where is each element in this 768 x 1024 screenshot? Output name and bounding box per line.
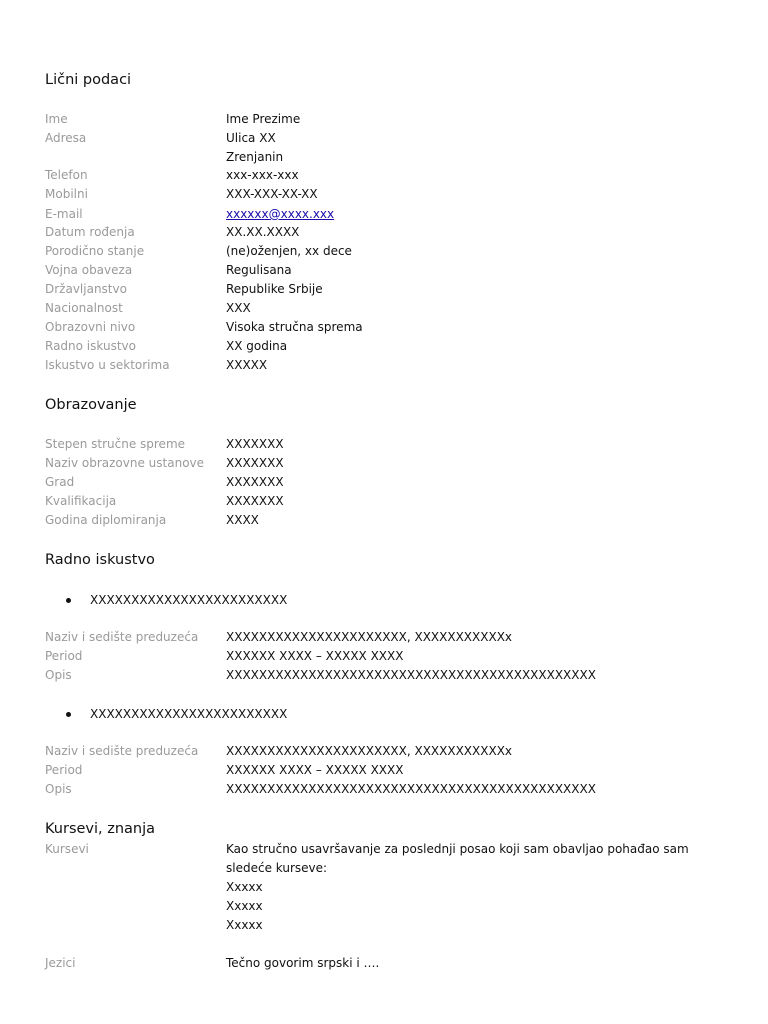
value-naziv-preduzeca: XXXXXXXXXXXXXXXXXXXXXX, XXXXXXXXXXXx — [226, 630, 513, 644]
value-opis: XXXXXXXXXXXXXXXXXXXXXXXXXXXXXXXXXXXXXXXXXXXXX — [226, 782, 596, 796]
job-title: XXXXXXXXXXXXXXXXXXXXXXXX — [90, 707, 288, 721]
bullet-dot — [66, 712, 71, 717]
label-obrazovni-nivo: Obrazovni nivo — [45, 320, 136, 334]
value-vojna-obaveza: Regulisana — [226, 263, 292, 277]
course-item: Xxxxx — [226, 880, 263, 894]
value-ime: Ime Prezime — [226, 112, 301, 126]
label-mobilni: Mobilni — [45, 187, 88, 201]
label-adresa: Adresa — [45, 131, 87, 145]
value-godina-diplomiranja: XXXX — [226, 513, 259, 527]
label-opis: Opis — [45, 668, 72, 682]
section-heading-courses: Kursevi, znanja — [45, 821, 156, 837]
label-jezici: Jezici — [45, 956, 76, 970]
bullet-dot — [66, 598, 71, 603]
value-grad: XXXXXXX — [226, 475, 284, 489]
label-naziv-ustanove: Naziv obrazovne ustanove — [45, 456, 205, 470]
label-naziv-preduzeca: Naziv i sedište preduzeća — [45, 630, 199, 644]
course-item: Xxxxx — [226, 918, 263, 932]
value-period: XXXXXX XXXX – XXXXX XXXX — [226, 649, 404, 663]
value-adresa: Ulica XX — [226, 131, 276, 145]
label-datum-rodjenja: Datum rođenja — [45, 225, 135, 239]
label-stepen-spreme: Stepen stručne spreme — [45, 437, 186, 451]
value-opis: XXXXXXXXXXXXXXXXXXXXXXXXXXXXXXXXXXXXXXXXXXXXX — [226, 668, 596, 682]
label-vojna-obaveza: Vojna obaveza — [45, 263, 133, 277]
value-jezici: Tečno govorim srpski i …. — [226, 956, 380, 970]
value-naziv-ustanove: XXXXXXX — [226, 456, 284, 470]
section-heading-work: Radno iskustvo — [45, 552, 155, 568]
value-kvalifikacija: XXXXXXX — [226, 494, 284, 508]
label-ime: Ime — [45, 112, 68, 126]
value-drzavljanstvo: Republike Srbije — [226, 282, 323, 296]
value-nacionalnost: XXX — [226, 301, 251, 315]
value-grad-adresa: Zrenjanin — [226, 150, 284, 164]
value-period: XXXXXX XXXX – XXXXX XXXX — [226, 763, 404, 777]
label-naziv-preduzeca: Naziv i sedište preduzeća — [45, 744, 199, 758]
value-iskustvo-sektori: XXXXX — [226, 358, 268, 372]
label-porodicno-stanje: Porodično stanje — [45, 244, 145, 258]
label-kvalifikacija: Kvalifikacija — [45, 494, 117, 508]
label-email: E-mail — [45, 207, 83, 221]
value-obrazovni-nivo: Visoka stručna sprema — [226, 320, 363, 334]
job-title: XXXXXXXXXXXXXXXXXXXXXXXX — [90, 593, 288, 607]
value-stepen-spreme: XXXXXXX — [226, 437, 284, 451]
label-period: Period — [45, 649, 83, 663]
section-heading-personal: Lični podaci — [45, 72, 132, 88]
section-heading-education: Obrazovanje — [45, 397, 137, 413]
label-kursevi: Kursevi — [45, 842, 89, 856]
label-radno-iskustvo: Radno iskustvo — [45, 339, 136, 353]
label-grad: Grad — [45, 475, 75, 489]
label-drzavljanstvo: Državljanstvo — [45, 282, 127, 296]
email-link[interactable]: xxxxxx@xxxx.xxx — [226, 207, 335, 221]
value-porodicno-stanje: (ne)oženjen, xx dece — [226, 244, 352, 258]
value-telefon: xxx-xxx-xxx — [226, 168, 299, 182]
value-radno-iskustvo: XX godina — [226, 339, 288, 353]
value-mobilni: XXX-XXX-XX-XX — [226, 187, 318, 201]
value-kursevi-intro: Kao stručno usavršavanje za poslednji posao koji sam obavljao pohađao sam sledeće kurseve: — [226, 842, 689, 875]
label-nacionalnost: Nacionalnost — [45, 301, 123, 315]
label-opis: Opis — [45, 782, 72, 796]
label-period: Period — [45, 763, 83, 777]
value-datum-rodjenja: XX.XX.XXXX — [226, 225, 300, 239]
course-item: Xxxxx — [226, 899, 263, 913]
label-telefon: Telefon — [45, 168, 88, 182]
value-naziv-preduzeca: XXXXXXXXXXXXXXXXXXXXXX, XXXXXXXXXXXx — [226, 744, 513, 758]
label-iskustvo-sektori: Iskustvo u sektorima — [45, 358, 170, 372]
label-godina-diplomiranja: Godina diplomiranja — [45, 513, 167, 527]
